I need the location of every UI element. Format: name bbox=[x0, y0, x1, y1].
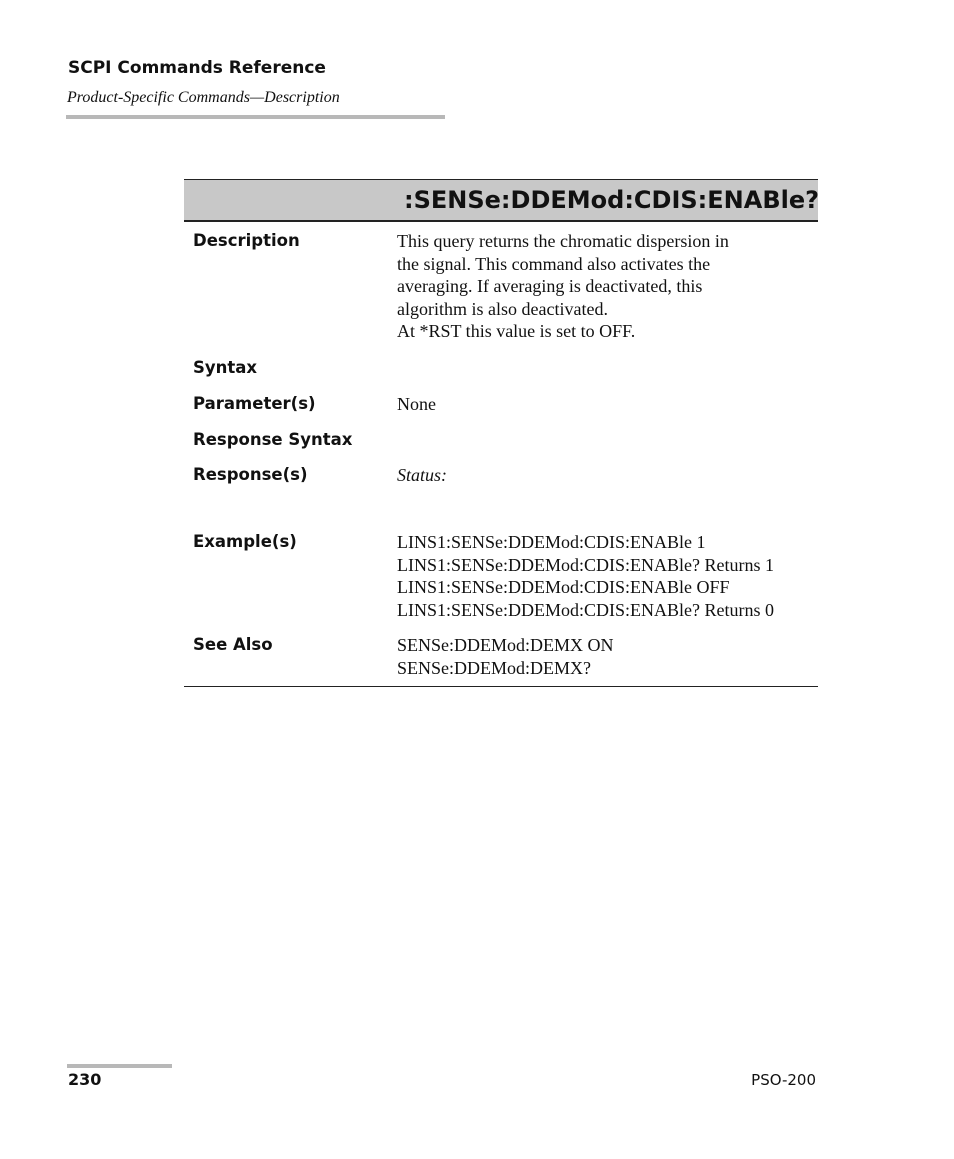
see-also-line: SENSe:DDEMod:DEMX? bbox=[397, 657, 591, 678]
command-title: :SENSe:DDEMod:CDIS:ENABle? bbox=[404, 186, 820, 214]
example-line: LINS1:SENSe:DDEMod:CDIS:ENABle 1 bbox=[397, 532, 706, 552]
product-name: PSO-200 bbox=[751, 1071, 816, 1089]
example-line: LINS1:SENSe:DDEMod:CDIS:ENABle? Returns 1 bbox=[397, 554, 774, 575]
see-also-line: SENSe:DDEMod:DEMX ON bbox=[397, 635, 614, 655]
description-line: This query returns the chromatic dispersion in bbox=[397, 231, 729, 251]
parameters-label: Parameter(s) bbox=[193, 394, 316, 413]
footer-divider bbox=[67, 1064, 172, 1068]
see-also-text bbox=[397, 634, 614, 679]
description-line: averaging. If averaging is deactivated, this bbox=[397, 276, 703, 297]
examples-text bbox=[397, 531, 774, 621]
table-bottom-divider bbox=[184, 686, 818, 687]
description-line: algorithm is also deactivated. bbox=[397, 298, 608, 319]
description-text bbox=[397, 230, 729, 343]
section-title: SCPI Commands Reference bbox=[68, 58, 326, 78]
example-line: LINS1:SENSe:DDEMod:CDIS:ENABle OFF bbox=[397, 577, 730, 598]
page-number: 230 bbox=[68, 1070, 102, 1089]
responses-label: Response(s) bbox=[193, 465, 308, 484]
section-subtitle: Product-Specific Commands—Description bbox=[67, 89, 340, 106]
parameters-value: None bbox=[397, 394, 436, 414]
description-line: At *RST this value is set to OFF. bbox=[397, 321, 636, 342]
example-line: LINS1:SENSe:DDEMod:CDIS:ENABle? Returns 0 bbox=[397, 599, 774, 620]
responses-value: Status: bbox=[397, 465, 448, 485]
description-label: Description bbox=[193, 231, 300, 250]
syntax-label: Syntax bbox=[193, 358, 258, 377]
response-syntax-label: Response Syntax bbox=[193, 430, 353, 449]
header-divider bbox=[66, 115, 445, 119]
description-line: the signal. This command also activates the bbox=[397, 253, 711, 274]
examples-label: Example(s) bbox=[193, 532, 297, 551]
see-also-label: See Also bbox=[193, 635, 273, 654]
